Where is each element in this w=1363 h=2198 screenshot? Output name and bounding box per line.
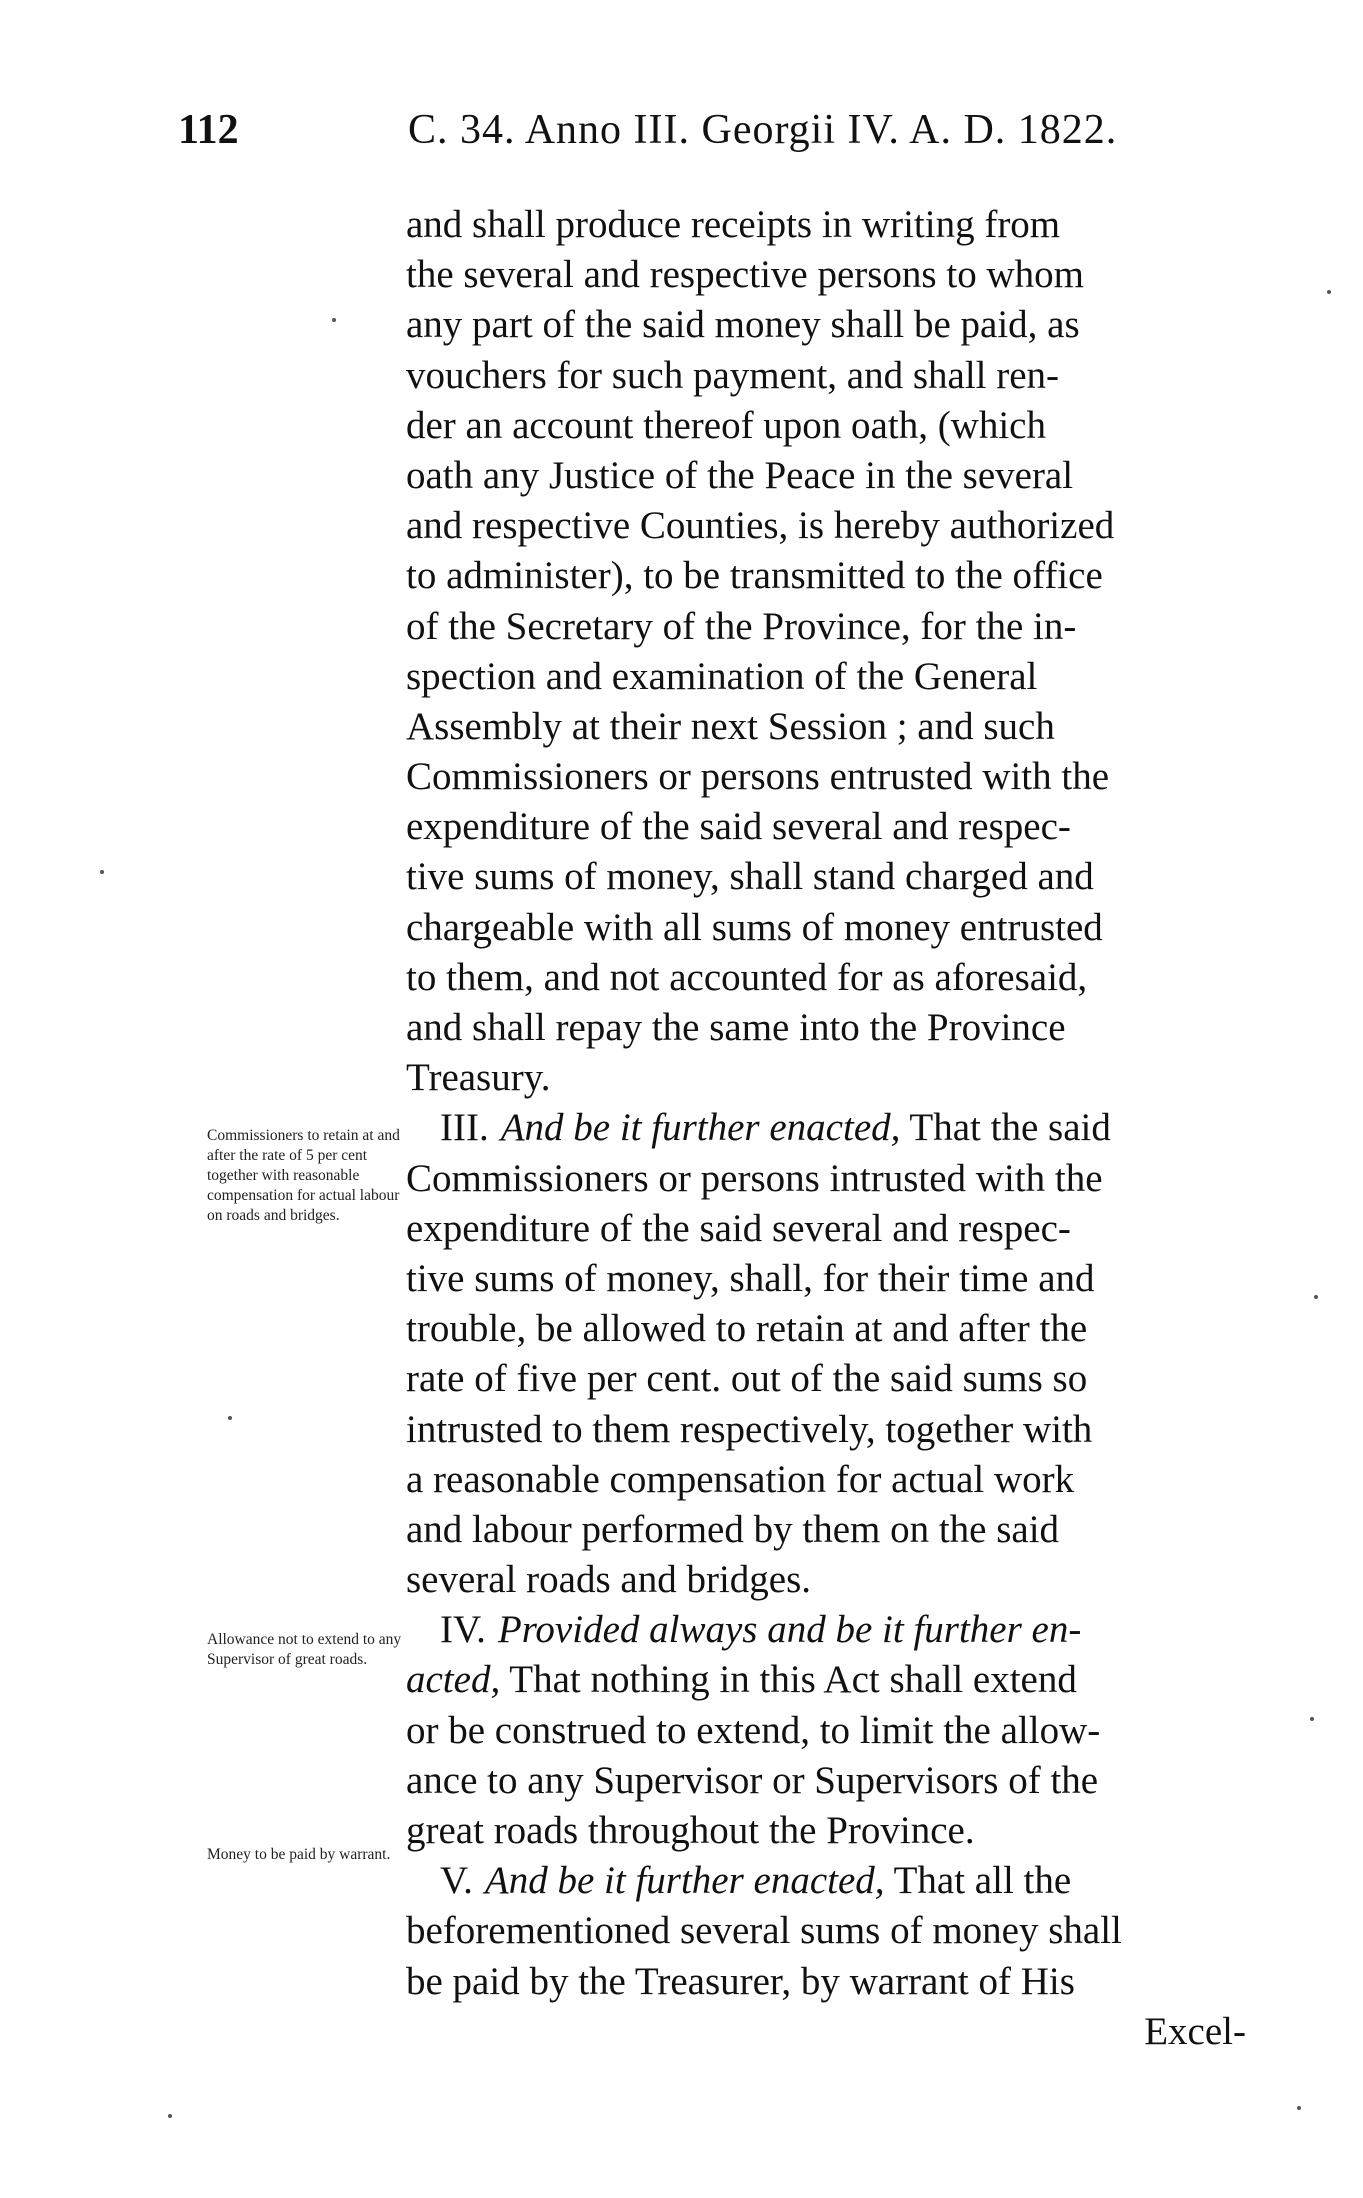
text-line: and shall repay the same into the Province (406, 1006, 1066, 1049)
text-line: spection and examination of the General (406, 654, 1038, 698)
text-line: expenditure of the said several and respec- (406, 805, 1071, 849)
text-line: chargeable with all sums of money entrusted (406, 905, 1103, 949)
enacting-clause: And be it further enacted, (484, 1859, 885, 1903)
text-line: the several and respective persons to whom (406, 253, 1084, 297)
page-number: 112 (178, 107, 239, 153)
text-fragment: That nothing in this Act shall extend (509, 1658, 1077, 1702)
text-line: intrusted to them respectively, together with (406, 1407, 1093, 1451)
print-speck (228, 1416, 232, 1420)
text-line: and shall produce receipts in writing from (406, 203, 1061, 246)
text-line: ance to any Supervisor or Supervisors of the (406, 1758, 1099, 1802)
text-line: expenditure of the said several and respec- (406, 1206, 1071, 1250)
text-line: tive sums of money, shall stand charged and (406, 855, 1094, 899)
text-fragment: That all the (893, 1859, 1072, 1903)
text-line: Commissioners or persons entrusted with the (406, 755, 1110, 799)
text-line: to administer), to be transmitted to the office (406, 554, 1103, 598)
text-line: and labour performed by them on the said (406, 1507, 1060, 1551)
text-line: Commissioners or persons intrusted with the (406, 1156, 1103, 1200)
print-speck (168, 2114, 172, 2118)
text-line: trouble, be allowed to retain at and after the (406, 1307, 1088, 1351)
text-line: or be construed to extend, to limit the allow- (406, 1708, 1101, 1752)
text-line: a reasonable compensation for actual work (406, 1457, 1075, 1501)
page-header (178, 106, 1270, 166)
text-line: of the Secretary of the Province, for the in- (406, 604, 1077, 648)
running-head: C. 34. Anno III. Georgii IV. A. D. 1822. (408, 107, 1118, 153)
section-4 (406, 1605, 1256, 1856)
text-line (406, 1655, 1256, 1705)
print-speck (1310, 1717, 1314, 1721)
text-line: Treasury. (406, 1056, 551, 1100)
catchword: Excel- (1144, 2009, 1246, 2053)
body-text (406, 200, 1256, 2057)
text-line: be paid by the Treasurer, by warrant of His (406, 1959, 1075, 2003)
margin-note-allowance: Allowance not to extend to any Supervisor of great roads. (207, 1631, 402, 1668)
section-number: IV. (440, 1608, 486, 1652)
section-3 (406, 1103, 1256, 1605)
text-line: der an account thereof upon oath, (which (406, 403, 1046, 447)
text-line: beforementioned several sums of money shall (406, 1909, 1122, 1953)
text-line: great roads throughout the Province. (406, 1809, 975, 1852)
text-line: Assembly at their next Session ; and such (406, 704, 1055, 748)
section-number: III. (440, 1106, 489, 1150)
enacting-clause: And be it further enacted, (500, 1106, 901, 1150)
print-speck (100, 870, 104, 874)
section-5 (406, 1856, 1256, 2007)
text-line: rate of five per cent. out of the said sums so (406, 1357, 1088, 1401)
text-line: oath any Justice of the Peace in the several (406, 453, 1074, 497)
print-speck (1314, 1295, 1318, 1299)
text-line: tive sums of money, shall, for their time and (406, 1256, 1095, 1300)
text-fragment: That the said (909, 1106, 1111, 1150)
print-speck (1297, 2106, 1301, 2110)
margin-note-commissioners-retain: Commissioners to retain at and after the rate of 5 per cent together with reasonable compensation for actual labour on roads and bridges. (207, 1127, 400, 1224)
section-4-heading-line (406, 1605, 1256, 1655)
intro-paragraph (406, 200, 1256, 1103)
text-line: any part of the said money shall be paid, as (406, 303, 1080, 347)
text-line: several roads and bridges. (406, 1558, 812, 1602)
print-speck (1327, 290, 1331, 294)
margin-note-money-warrant: Money to be paid by warrant. (207, 1846, 391, 1863)
text-line: vouchers for such payment, and shall ren- (406, 353, 1060, 397)
proviso-clause: Provided always and be it further en- (497, 1608, 1082, 1652)
text-line: and respective Counties, is hereby authorized (406, 504, 1115, 548)
section-5-heading-line (406, 1856, 1256, 1906)
section-3-heading-line (406, 1103, 1256, 1153)
print-speck (332, 318, 336, 322)
text-line: to them, and not accounted for as aforesaid, (406, 955, 1088, 999)
proviso-clause-end: acted, (406, 1658, 501, 1702)
section-number: V. (440, 1859, 473, 1903)
